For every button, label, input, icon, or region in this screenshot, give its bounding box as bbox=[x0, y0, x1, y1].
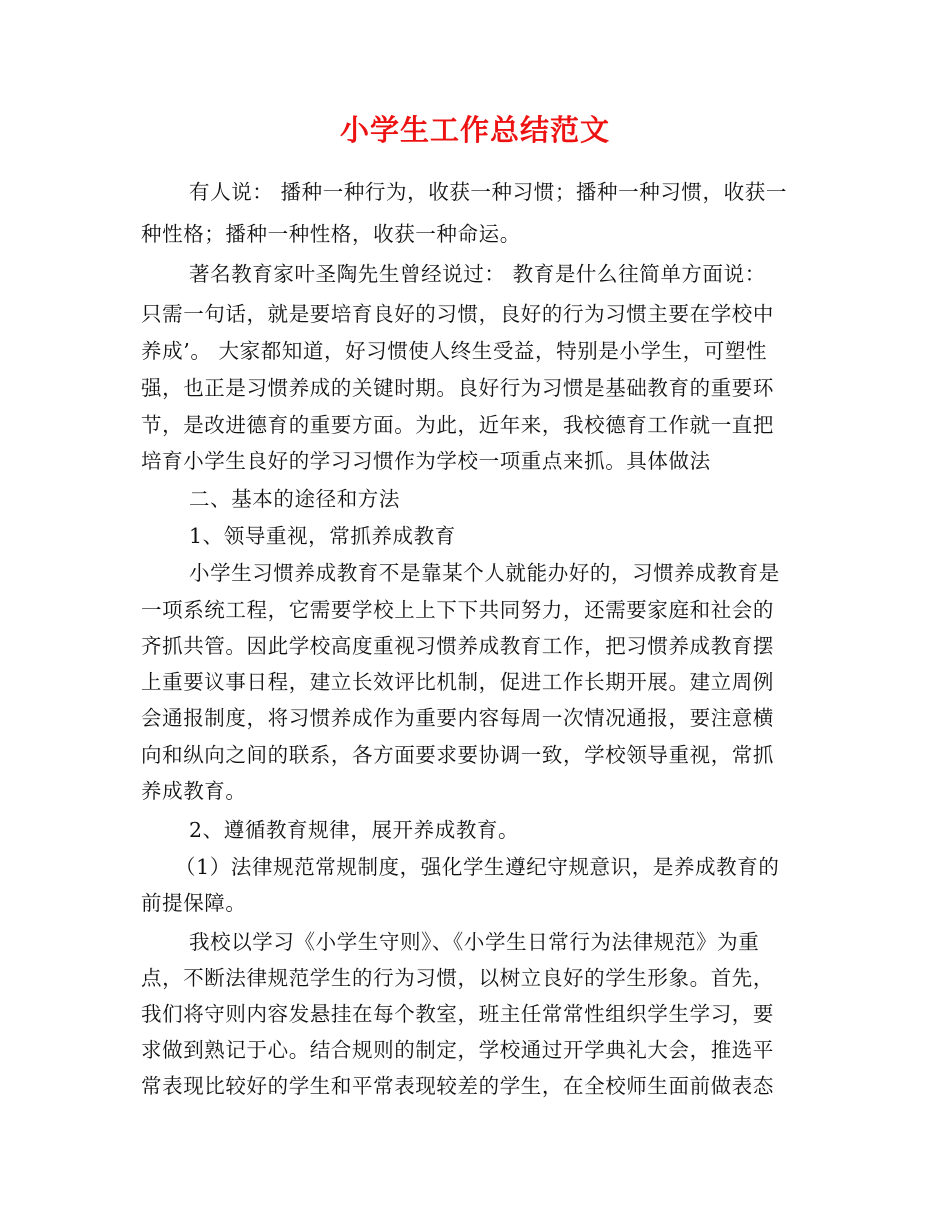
paragraph-line: 强，也正是习惯养成的关键时期。良好行为习惯是基础教育的重要环 bbox=[141, 376, 774, 400]
paragraph-line: 我们将守则内容发悬挂在每个教室，班主任常常性组织学生学习，要 bbox=[141, 1002, 774, 1026]
paragraph-line: 会通报制度，将习惯养成作为重要内容每周一次情况通报，要注意横 bbox=[141, 706, 774, 730]
paragraph-line: 求做到熟记于心。结合规则的制定，学校通过开学典礼大会，推选平 bbox=[141, 1038, 774, 1062]
paragraph-line: 一项系统工程，它需要学校上上下下共同努力，还需要家庭和社会的 bbox=[141, 598, 774, 622]
section-heading: 二、基本的途径和方法 bbox=[189, 487, 400, 511]
paragraph-line: 节，是改进德育的重要方面。为此，近年来，我校德育工作就一直把 bbox=[141, 413, 774, 437]
paragraph-line: 培育小学生良好的学习习惯作为学校一项重点来抓。具体做法 bbox=[141, 449, 711, 473]
paragraph-line: 小学生习惯养成教育不是靠某个人就能办好的，习惯养成教育是 bbox=[189, 561, 780, 585]
paragraph-line: 前提保障。 bbox=[141, 891, 247, 915]
paragraph-line: 我校以学习《小学生守则》、《小学生日常行为法律规范》为重 bbox=[189, 930, 760, 954]
subsection-heading: 2、遵循教育规律，展开养成教育。 bbox=[189, 818, 520, 842]
document-title: 小学生工作总结范文 bbox=[339, 113, 610, 147]
paragraph-line: 常表现比较好的学生和平常表现较差的学生，在全校师生面前做表态 bbox=[141, 1074, 774, 1098]
paragraph-line: 只需一句话，就是要培育良好的习惯，良好的行为习惯主要在学校中 bbox=[141, 302, 774, 326]
paragraph-line: 种性格；播种一种性格，收获一种命运。 bbox=[141, 222, 521, 246]
paragraph-line: 养成’。 大家都知道，好习惯使人终生受益，特别是小学生，可塑性 bbox=[141, 339, 768, 363]
paragraph-line: 向和纵向之间的联系，各方面要求要协调一致，学校领导重视，常抓 bbox=[141, 743, 774, 767]
paragraph-line: 有人说： 播种一种行为，收获一种习惯；播种一种习惯，收获一 bbox=[189, 180, 787, 204]
paragraph-line: 养成教育。 bbox=[141, 779, 247, 803]
paragraph-line: 齐抓共管。因此学校高度重视习惯养成教育工作，把习惯养成教育摆 bbox=[141, 634, 774, 658]
paragraph-line: 上重要议事日程，建立长效评比机制，促进工作长期开展。建立周例 bbox=[141, 670, 774, 694]
paragraph-line: （1）法律规范常规制度，强化学生遵纪守规意识，是养成教育的 bbox=[175, 855, 780, 879]
paragraph-line: 点，不断法律规范学生的行为习惯，以树立良好的学生形象。首先， bbox=[141, 966, 774, 990]
subsection-heading: 1、领导重视，常抓养成教育 bbox=[189, 524, 456, 548]
paragraph-line: 著名教育家叶圣陶先生曾经说过： 教育是什么往简单方面说： bbox=[189, 262, 766, 286]
